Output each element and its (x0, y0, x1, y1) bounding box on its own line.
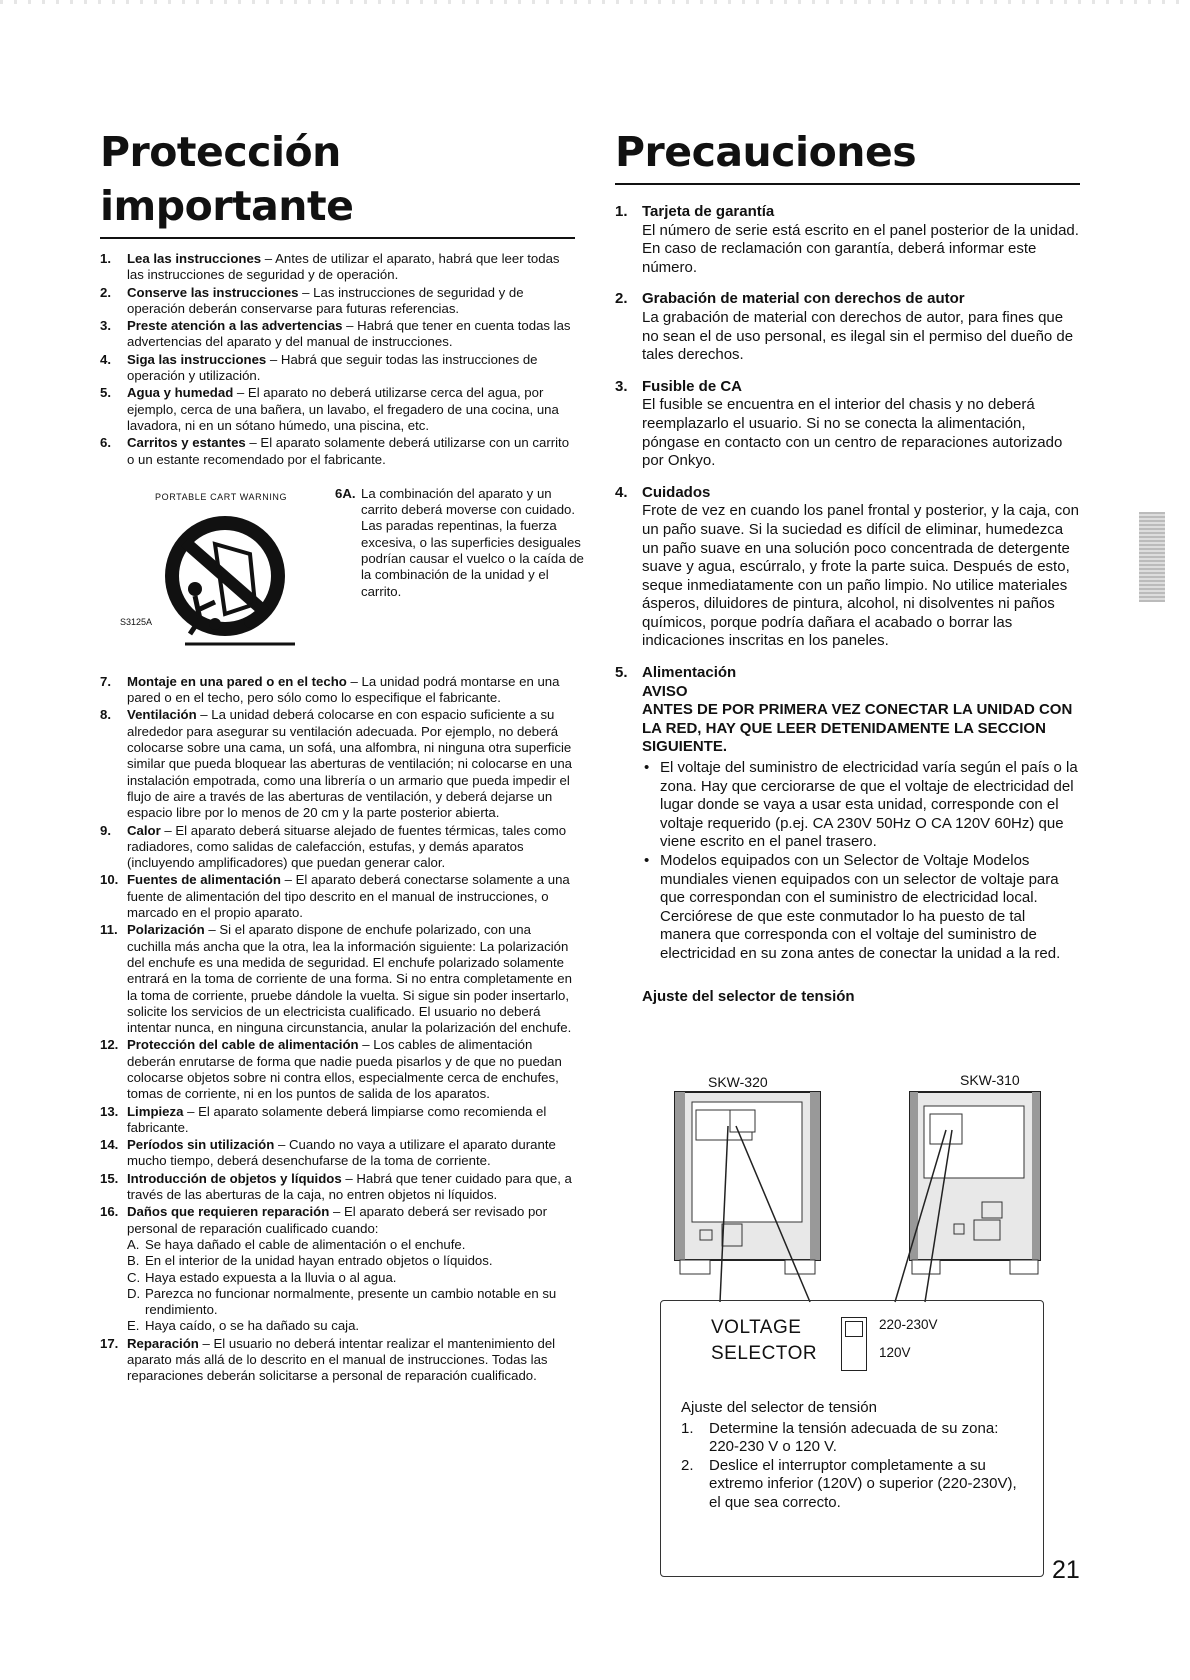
step-item: 2. Deslice el interruptor completamente a su extremo inferior (120V) o superior (220-230V), el que sea correcto. (681, 1456, 1017, 1511)
list-item: 7. Montaje en una pared o en el techo – La unidad podrá montarse en una pared o en el techo, pero sólo como lo especifique el fabricante. (100, 673, 560, 706)
right-title-rule (615, 183, 1080, 185)
sub-item: A. Se haya dañado el cable de alimentación o el enchufe. (127, 1236, 466, 1252)
sub-item: D. Parezca no funcionar normalmente, presente un cambio notable en su rendimiento. (127, 1285, 557, 1318)
selector-instructions (681, 1399, 1021, 1513)
voltage-label: VOLTAGE (711, 1317, 802, 1338)
rear-panels-illustration (660, 1070, 1060, 1310)
cart-warning-label: PORTABLE CART WARNING (155, 491, 288, 502)
list-item: 16. Daños que requieren reparación – El aparato deberá ser revisado por personal de reparación cualificado cuando: A. Se haya dañado el cable de alimentación o el enchufe. B. En el interior de la unidad hayan entrado objetos o líquidos. C. Haya estado expuesta a la lluvia o al agua. D. Parezca no funcionar normalmente, presente un cambio notable en su rendimiento. E. Haya caído, o se ha dañado su caja. (100, 1204, 575, 1334)
aviso-warning: ANTES DE POR PRIMERA VEZ CONECTAR LA UNIDAD CON LA RED, HAY QUE LEER DETENIDAMENTE LA SECCION SIGUIENTE. (642, 701, 1073, 756)
selector-label: SELECTOR (711, 1343, 818, 1364)
list-item: 9. Calor – El aparato deberá situarse alejado de fuentes térmicas, tales como radiadores, como salidas de calefacción, estufas, y demás aparatos (incluyendo amplificadores) que puedan generar calor. (100, 822, 567, 871)
safety-list-a (100, 251, 575, 468)
list-item: 8. Ventilación – La unidad deberá colocarse en con espacio suficiente a su alrededor para asegurar su ventilación adecuada. Por ejemplo, no deberá colocarse sobre una cama, un sofá, una alfombra, ni ninguna otra superficie similar que pueda bloquear las aberturas de ventilación; ni colocarse en una instalación empotrada, como una librería o un armario que pueda impedir el flujo de aire a través de las aberturas de ventilación, y deberá dejarse un espacio libre por lo menos de 20 cm y la parte posterior abierta. (100, 707, 572, 821)
safety-list-b (100, 674, 575, 1385)
list-item: 4. Cuidados Frote de vez en cuando los panel frontal y posterior, y la caja, con un paño suave. Si la suciedad es difícil de eliminar, humedezca un paño suave en una solución poco concentrada de detergente suave y agua, escúrralo, y frote la parte suica. Después de esto, seque inmediatamente con un paño limpio. No utilice materiales ásperos, diluidores de pintura, alcohol, ni disolventes ni paños químicos, porque podría dañara el acabado o borrar las indicaciones inscritas en los paneles. (615, 483, 1079, 650)
step-item: 1. Determine la tensión adecuada de su zona: 220-230 V o 120 V. (681, 1419, 999, 1456)
list-item: 3. Fusible de CA El fusible se encuentra en el interior del chasis y no deberá reemplazarlo el usuario. Si no se conecta la alimentación, póngase en contacto con un centro de reparaciones autorizado por Onkyo. (615, 377, 1063, 470)
power-bullets (642, 759, 1080, 964)
cart-warning-block (100, 474, 584, 664)
instructions-steps (681, 1420, 1021, 1513)
right-column (615, 125, 1080, 1005)
list-item: 1. Lea las instrucciones – Antes de utilizar el aparato, habrá que leer todas las instrucciones de seguridad y de operación. (100, 251, 560, 283)
list-item: 12. Protección del cable de alimentación – Los cables de alimentación deberán enrutarse de forma que nadie pueda pisarlos y de que no puedan colocarse objetos sobre ni contra ellos, especialmente cerca de enchufes, tomas de corriente, ni en los puntos de salida de los aparatos. (100, 1037, 562, 1102)
sub-item: E. Haya caído, o se ha dañado su caja. (127, 1318, 360, 1334)
left-title-rule (100, 237, 575, 239)
right-title: Precauciones (615, 128, 917, 176)
list-item: 14. Períodos sin utilización – Cuando no vaya a utilizare el aparato durante mucho tiempo, deberá desenchufarse de la toma de corriente. (100, 1137, 556, 1169)
scan-artifact (0, 0, 1190, 4)
list-item: 4. Siga las instrucciones – Habrá que seguir todas las instrucciones de operación y utilización. (100, 351, 538, 384)
adjust-heading: Ajuste del selector de tensión (642, 987, 855, 1005)
sub-item: B. En el interior de la unidad hayan entrado objetos o líquidos. (127, 1253, 493, 1269)
list-item: 1. Tarjeta de garantía El número de serie está escrito en el panel posterior de la unidad. En caso de reclamación con garantía, deberá informar este número. (615, 203, 1079, 276)
option-high: 220-230V (879, 1317, 938, 1332)
list-item-power: 5. Alimentación AVISO ANTES DE POR PRIMERA VEZ CONECTAR LA UNIDAD CON LA RED, HAY QUE LEER DETENIDAMENTE LA SECCION SIGUIENTE. • El voltaje del suministro de electricidad varía según el país o la zona. Hay que cerciorarse de que el voltaje de electricidad del lugar donde se vaya a usar esta unidad, corresponde con el voltaje requerido (p.ej. CA 230V 50Hz O CA 120V 60Hz) que viene escrito en el panel trasero. • Modelos equipados con un Selector de Voltaje Modelos mundiales vienen equipados con un selector de voltaje para que correspondan con el suministro de electricidad local. Cerciórese de que este conmutador lo ha puesto de tal manera que corresponda con el voltaje del suministro de electricidad en su zona antes de conectar la unidad a la red. (615, 664, 1080, 964)
list-item: 11. Polarización – Si el aparato dispone de enchufe polarizado, con una cuchilla más ancha que la otra, lea la información siguiente: La polarización del enchufe es una medida de seguridad. El enchufe polarizado solamente entrará en la toma de corriente de una forma. Si no entra completamente en la toma de corriente, pruebe dándole la vuelta. Si sigue sin poder insertarlo, solicite los servicios de un electricista cualificado. El usuario no deberá intentar nunca, en ninguna circunstancia, anular la polarización del enchufe. (100, 922, 572, 1036)
list-item: 2. Grabación de material con derechos de autor La grabación de material con derechos de autor, para fines que no sean el de uso personal, es ilegal sin el permiso del dueño de tales derechos. (615, 290, 1074, 364)
model-b-label: SKW-310 (960, 1072, 1020, 1088)
cart-tip-over-icon (155, 504, 305, 654)
precautions-list (615, 203, 1080, 964)
bullet-item: • Modelos equipados con un Selector de Voltaje Modelos mundiales vienen equipados con un selector de voltaje para que correspondan con el suministro de electricidad local. Cerciórese de que este conmutador lo ha puesto de tal manera que corresponda con el voltaje del suministro de electricidad en su zona antes de conectar la unidad a la red. (642, 852, 1080, 964)
bullet-item: • El voltaje del suministro de electricidad varía según el país o la zona. Hay que cerciorarse de que el voltaje de electricidad del lugar donde se vaya a usar esta unidad, corresponde con el voltaje requerido (p.ej. CA 230V 50Hz O CA 120V 60Hz) que viene escrito en el panel trasero. (642, 759, 1080, 852)
list-item: 2. Conserve las instrucciones – Las instrucciones de seguridad y de operación deberán conservarse para futuras referencias. (100, 284, 524, 316)
option-low: 120V (879, 1345, 911, 1360)
sub-item: C. Haya estado expuesta a la lluvia o al agua. (127, 1269, 397, 1285)
list-item: 5. Agua y humedad – El aparato no deberá utilizarse cerca del agua, por ejemplo, cerca de una bañera, un lavabo, el fregadero de una cocina, una lavadora, ni en un sótano húmedo, una piscina, etc. (100, 385, 559, 433)
list-item: 6. Carritos y estantes – El aparato solamente deberá utilizarse con un carrito o un estante recomendado por el fabricante. (100, 435, 570, 467)
repair-conditions (127, 1237, 575, 1335)
voltage-selector-callout (660, 1300, 1044, 1577)
list-item: 15. Introducción de objetos y líquidos – Habrá que tener cuidado para que, a través de las aberturas de la caja, no entren objetos ni líquidos. (100, 1170, 572, 1203)
voltage-selector-figure (660, 1070, 1060, 1510)
section-tab-marker (1139, 512, 1165, 602)
left-title: Protección importante (100, 128, 354, 230)
list-item: 10. Fuentes de alimentación – El aparato deberá conectarse solamente a una fuente de alimentación del tipo descrito en el manual de instrucciones, o marcado en el propio aparato. (100, 872, 570, 921)
left-column (100, 125, 584, 1386)
selector-switch[interactable] (841, 1317, 867, 1371)
list-item: 17. Reparación – El usuario no deberá intentar realizar el mantenimiento del aparato más allá de lo descrito en el manual de instrucciones. Todas las reparaciones deberán solicitarse a personal de reparación cualificado. (100, 1335, 556, 1384)
cart-code: S3125A (120, 616, 153, 627)
aviso-label: AVISO (642, 682, 688, 700)
list-item: 3. Preste atención a las advertencias – Habrá que tener en cuenta todas las advertencias del aparato y del manual de instrucciones. (100, 318, 571, 350)
list-item: 13. Limpieza – El aparato solamente deberá limpiarse como recomienda el fabricante. (100, 1103, 547, 1135)
page-number: 21 (1052, 1556, 1080, 1584)
selector-knob (845, 1321, 863, 1337)
cart-text: 6A. La combinación del aparato y un carrito deberá moverse con cuidado. Las paradas repentinas, la fuerza excesiva, o las superficies desiguales podrían causar el vuelco o la caída de la combinación de la unidad y el carrito. (335, 485, 584, 599)
model-a-label: SKW-320 (708, 1074, 768, 1090)
instructions-title: Ajuste del selector de tensión (681, 1399, 877, 1416)
